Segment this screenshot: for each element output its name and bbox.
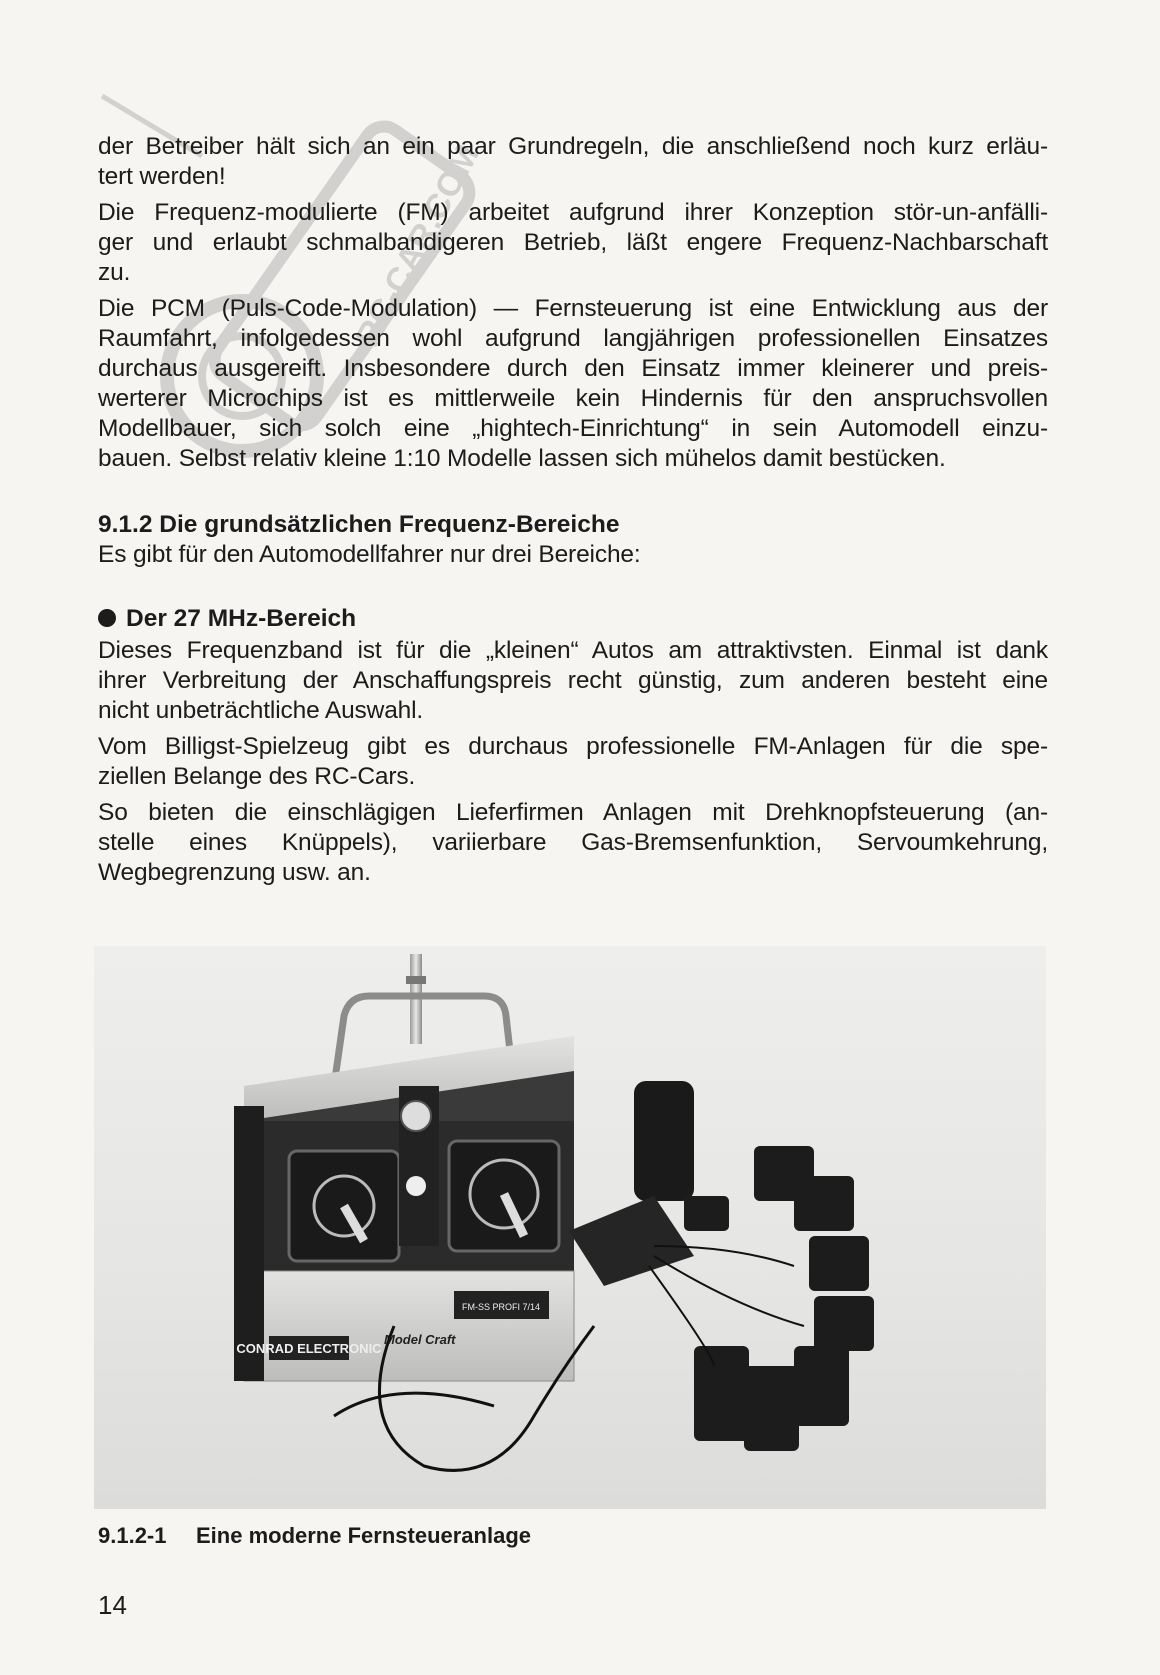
subsection-paragraphs: [98, 636, 1048, 888]
text-line: werterer Microchips ist es mittlerweile kein Hindernis für den anspruchsvollen: [98, 385, 1048, 412]
text-line: nicht unbeträchtliche Auswahl.: [98, 697, 424, 724]
text-line: Vom Billigst-Spielzeug gibt es durchaus professionelle FM-Anlagen für die spe-: [98, 733, 1048, 760]
paragraph: [98, 732, 1048, 792]
text-line: tert werden!: [98, 163, 226, 190]
text-line: Dieses Frequenzband ist für die „kleinen“ Autos am attraktivsten. Einmal ist dank: [98, 637, 1048, 664]
caption-number: 9.1.2-1: [98, 1523, 167, 1548]
text-line: zu.: [98, 259, 131, 286]
text-line: ziellen Belange des RC-Cars.: [98, 763, 416, 790]
receiver-icon: [569, 1196, 694, 1286]
text-line: So bieten die einschlägigen Lieferfirmen Anlagen mit Drehknopfsteuerung (an-: [98, 799, 1048, 826]
logo-label: Model Craft: [384, 1332, 456, 1347]
section-intro: Es gibt für den Automodellfahrer nur drei Bereiche:: [98, 541, 641, 568]
brand-label: CONRAD ELECTRONIC: [236, 1341, 382, 1356]
text-line: stelle eines Knüppels), variierbare Gas-Bremsenfunktion, Servoumkehrung,: [98, 829, 1048, 856]
figure-caption: [98, 1523, 531, 1549]
rc-transmitter-illustration: [94, 946, 1046, 1509]
paragraph: [98, 294, 1048, 474]
battery-icon: [634, 1081, 694, 1201]
paragraph: [98, 798, 1048, 888]
page-number: 14: [98, 1590, 127, 1620]
text-line: der Betreiber hält sich an ein paar Grundregeln, die anschließend noch kurz erläu-: [98, 133, 1048, 160]
text-line: Raumfahrt, infolgedessen wohl aufgrund langjährigen professionellen Einsatzes: [98, 325, 1048, 352]
intro-paragraphs: [98, 132, 1048, 474]
servo-group-icon: [684, 1146, 874, 1451]
text-line: ihrer Verbreitung der Anschaffungspreis recht günstig, zum anderen besteht eine: [98, 667, 1048, 694]
page-body: [98, 132, 1048, 894]
section-heading: 9.1.2 Die grundsätzlichen Frequenz-Bereiche: [98, 511, 620, 538]
paragraph: [98, 198, 1048, 288]
text-line: Die PCM (Puls-Code-Modulation) — Fernsteuerung ist eine Entwicklung aus der: [98, 295, 1048, 322]
text-line: Wegbegrenzung usw. an.: [98, 859, 371, 886]
paragraph: [98, 636, 1048, 726]
text-line: durchaus ausgereift. Insbesondere durch den Einsatz immer kleinerer und preis-: [98, 355, 1048, 382]
text-line: Modellbauer, sich solch eine „hightech-Einrichtung“ in sein Automodell einzu-: [98, 415, 1048, 442]
paragraph: [98, 132, 1048, 192]
model-label: FM-SS PROFI 7/14: [461, 1302, 541, 1312]
svg-text:RC-CAR.COM: RC-CAR.COM: [348, 138, 487, 353]
caption-text: Eine moderne Fernsteueranlage: [196, 1523, 531, 1548]
text-line: bauen. Selbst relativ kleine 1:10 Modelle lassen sich mühelos damit bestücken.: [98, 445, 946, 472]
subsection-heading: Der 27 MHz-Bereich: [98, 604, 1048, 634]
bullet-icon: [98, 609, 116, 627]
text-line: Die Frequenz-modulierte (FM) arbeitet aufgrund ihrer Konzeption stör-un-anfälli-: [98, 199, 1048, 226]
figure-photo: [94, 946, 1046, 1509]
text-line: ger und erlaubt schmalbandigeren Betrieb, läßt engere Frequenz-Nachbarschaft: [98, 229, 1048, 256]
